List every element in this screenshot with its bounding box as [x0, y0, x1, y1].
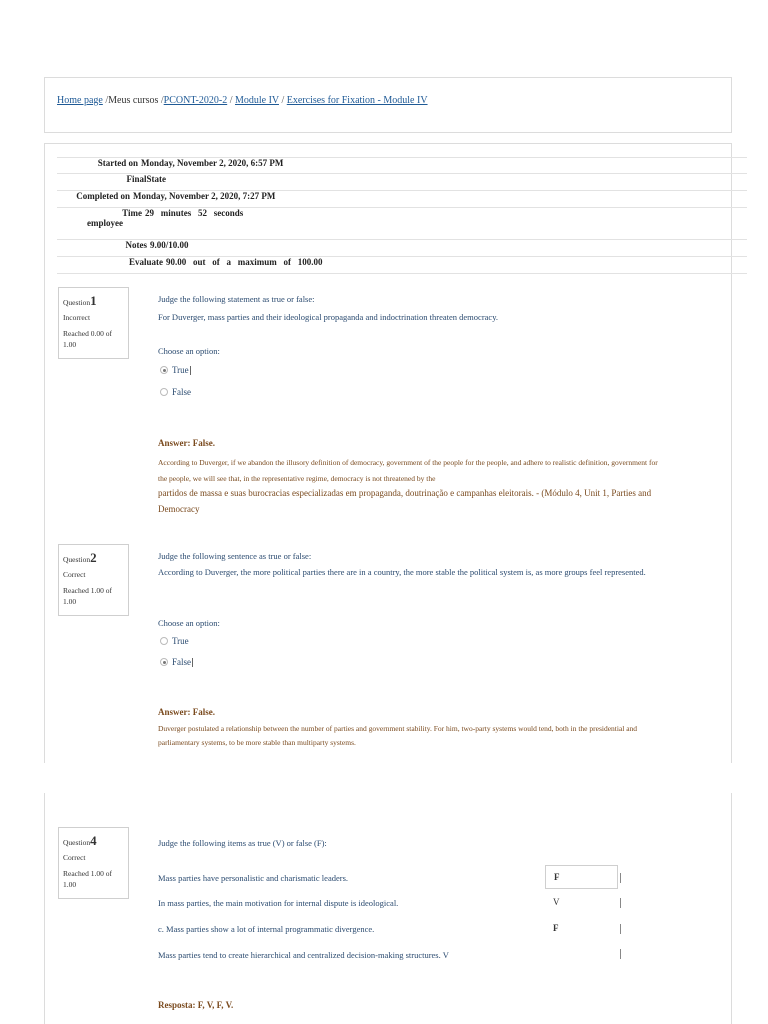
- time-label-employee: employee: [87, 218, 123, 228]
- notes-label: Notes: [125, 240, 147, 250]
- answer-text: Duverger postulated a relationship between the number of parties and government stability. For him, two-party systems would tend, both in the presidential and parliamentary systems, to be more stable than multiparty systems.: [158, 723, 638, 747]
- breadcrumb: [57, 95, 428, 106]
- summary-row-notes: [57, 240, 747, 257]
- q4-item-1: Mass parties have personalistic and charismatic leaders.: [158, 873, 349, 883]
- q4-item-1-answer[interactable]: F: [545, 865, 618, 889]
- radio-checked-icon[interactable]: [160, 658, 168, 666]
- question-label: Question: [63, 555, 91, 564]
- question-2-text: [158, 549, 658, 580]
- question-grade: Reached 1.00 of 1.00: [63, 585, 112, 606]
- question-4-feedback: [158, 996, 658, 1017]
- breadcrumb-separator: /: [158, 95, 164, 106]
- breadcrumb-separator: /: [278, 95, 287, 106]
- q4-item-4: Mass parties tend to create hierarchical and centralized decision-making structures. V: [158, 950, 449, 960]
- state-label: FinalState: [126, 174, 166, 184]
- started-label: Started on: [97, 158, 138, 168]
- q4-item-3-answer[interactable]: F: [553, 923, 559, 933]
- breadcrumb-course-link[interactable]: PCONT-2020-2: [163, 95, 228, 106]
- q4-item-3-mark-icon: [620, 924, 621, 934]
- q4-item-2-answer[interactable]: V: [553, 897, 560, 907]
- question-1-info: [58, 287, 129, 359]
- question-1-text: [158, 292, 658, 325]
- quiz-review-panel: [44, 143, 732, 763]
- question-4-info: [58, 827, 129, 899]
- text-cursor-icon: [192, 658, 193, 667]
- q4-item-1-mark-icon: [620, 873, 621, 883]
- radio-checked-icon[interactable]: [160, 366, 168, 374]
- answer-text-continued: partidos de massa e suas burocracias especializadas em propaganda, doutrinação e campanhas eleitorais. - (Módulo 4, Unit 1, Parties and Democracy: [158, 488, 652, 515]
- question-label: Question: [63, 838, 91, 847]
- question-number: 2: [90, 550, 97, 565]
- question-state: Correct: [63, 852, 86, 862]
- breadcrumb-courses-link[interactable]: Meus cursos: [108, 95, 159, 106]
- summary-row-started: [57, 157, 747, 174]
- q4-item-2-mark-icon: [620, 898, 621, 908]
- choose-option-label: Choose an option:: [158, 346, 220, 356]
- answer-text: According to Duverger, if we abandon the illusory definition of democracy, government of the people for the people, and adhere to realistic definition, government for the people, we will see that, in the representative regime, democracy is not threatened by the: [158, 457, 658, 483]
- radio-icon[interactable]: [160, 388, 168, 396]
- attempt-summary: [57, 157, 747, 274]
- breadcrumb-home-link[interactable]: Home page: [57, 95, 103, 106]
- question-1-feedback: [158, 434, 658, 518]
- q4-item-3: c. Mass parties show a lot of internal programmatic divergence.: [158, 924, 375, 934]
- question-2-info: [58, 544, 129, 616]
- text-cursor-icon: [190, 366, 191, 375]
- question-label: Question: [63, 298, 91, 307]
- notes-value: 9.00/10.00: [150, 240, 189, 250]
- question-state: Incorrect: [63, 312, 91, 322]
- summary-row-time: [57, 208, 747, 240]
- breadcrumb-page-link[interactable]: Exercises for Fixation - Module IV: [286, 95, 428, 106]
- question-statement: For Duverger, mass parties and their ideological propaganda and indoctrination threaten democracy.: [158, 311, 499, 322]
- choose-option-label: Choose an option:: [158, 618, 220, 628]
- question-2-feedback: [158, 704, 658, 749]
- summary-row-completed: [57, 191, 747, 208]
- option-label: True: [172, 365, 189, 375]
- completed-label: Completed on: [76, 191, 130, 201]
- question-number: 4: [90, 833, 97, 848]
- question-grade: Reached 1.00 of 1.00: [63, 868, 112, 889]
- option-true[interactable]: [160, 636, 189, 646]
- summary-row-state: [57, 174, 747, 191]
- answer-title: Answer: False.: [158, 707, 215, 717]
- option-label: False: [172, 657, 191, 667]
- question-grade: Reached 0.00 of 1.00: [63, 328, 112, 349]
- breadcrumb-panel: [44, 77, 732, 133]
- question-state: Correct: [63, 569, 86, 579]
- completed-value: Monday, November 2, 2020, 7:27 PM: [133, 191, 276, 201]
- option-true[interactable]: [160, 365, 191, 375]
- breadcrumb-module-link[interactable]: Module IV: [234, 95, 279, 106]
- question-4-prompt: Judge the following items as true (V) or false (F):: [158, 838, 327, 848]
- question-prompt: Judge the following sentence as true or false:: [158, 551, 312, 561]
- started-value: Monday, November 2, 2020, 6:57 PM: [141, 158, 284, 168]
- q4-item-2: In mass parties, the main motivation for internal dispute is ideological.: [158, 898, 399, 908]
- question-prompt: Judge the following statement as true or false:: [158, 294, 315, 304]
- option-false[interactable]: [160, 657, 193, 667]
- question-statement: According to Duverger, the more political parties there are in a country, the more stable the political system is, as more groups feel represented.: [158, 566, 646, 577]
- evaluate-value: 90.00 out of a maximum of 100.00: [166, 257, 323, 267]
- option-false[interactable]: [160, 387, 191, 397]
- breadcrumb-separator: /: [102, 95, 109, 106]
- question-number: 1: [90, 293, 97, 308]
- option-label: True: [172, 636, 189, 646]
- q4-item-4-mark-icon: [620, 949, 621, 959]
- summary-row-evaluate: [57, 257, 747, 274]
- answer-title: Resposta: F, V, F, V.: [158, 1000, 234, 1010]
- quiz-review-panel-page-2: [44, 793, 732, 1024]
- option-label: False: [172, 387, 191, 397]
- time-value: 29 minutes 52 seconds: [145, 208, 244, 218]
- radio-icon[interactable]: [160, 637, 168, 645]
- answer-title: Answer: False.: [158, 438, 215, 448]
- breadcrumb-separator: /: [227, 95, 235, 106]
- evaluate-label: Evaluate: [128, 257, 163, 267]
- time-label: Time: [122, 208, 142, 218]
